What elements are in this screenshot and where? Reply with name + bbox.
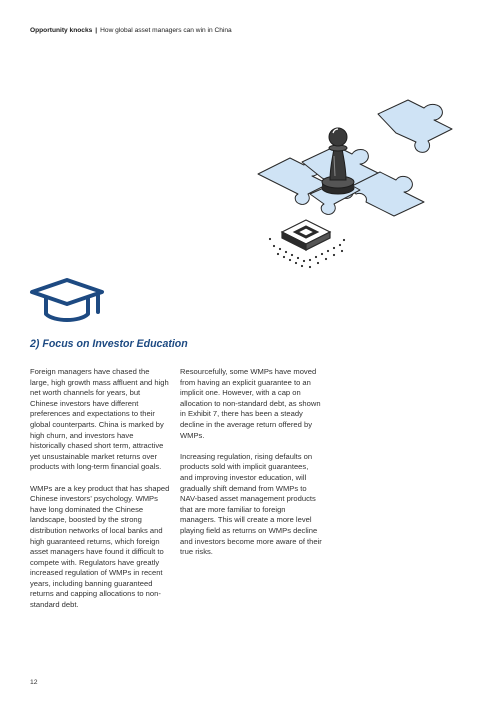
header-subtitle: How global asset managers can win in China — [100, 27, 232, 34]
right-column — [180, 367, 322, 568]
chess-pawn-on-puzzle-icon — [256, 96, 466, 274]
running-header — [30, 27, 232, 34]
paragraph: Increasing regulation, rising defaults on products sold with implicit guarantees, and improving investor education, will gradually shift demand from WMPs to NAV-based asset management products that are more familiar to foreign managers. This will create a more level playing field as returns on WMPs decline and investors become more aware of their true risks. — [180, 451, 322, 557]
paragraph: Foreign managers have chased the large, high growth mass affluent and high net worth channels for years, but Chinese investors have different preferences and expectations to their global counterparts. China is marked by high churn, and investors have historically chased short term, attractive yet unsustainable market returns over products with long-term financial goals. — [30, 367, 169, 472]
graduation-cap-icon — [28, 276, 106, 328]
header-separator: | — [95, 27, 98, 34]
section-heading: 2) Focus on Investor Education — [30, 338, 188, 350]
page-number: 12 — [30, 679, 38, 686]
paragraph: Resourcefully, some WMPs have moved from having an explicit guarantee to an implicit one. However, with a cap on allocation to non-standard debt, as shown in Exhibit 7, there has been a steady decline in the average return offered by WMPs. — [180, 367, 321, 440]
left-column — [30, 367, 170, 621]
header-title: Opportunity knocks — [30, 27, 93, 34]
paragraph: WMPs are a key product that has shaped Chinese investors' psychology. WMPs have long dominated the Chinese landscape, boosted by the strong distribution networks of local banks and high guaranteed returns, which foreign asset managers have found it difficult to compete with. Regulators have greatly increased regulation of WMPs in recent years, including banning guaranteed returns and capping allocations to non-standard debt. — [30, 483, 170, 610]
